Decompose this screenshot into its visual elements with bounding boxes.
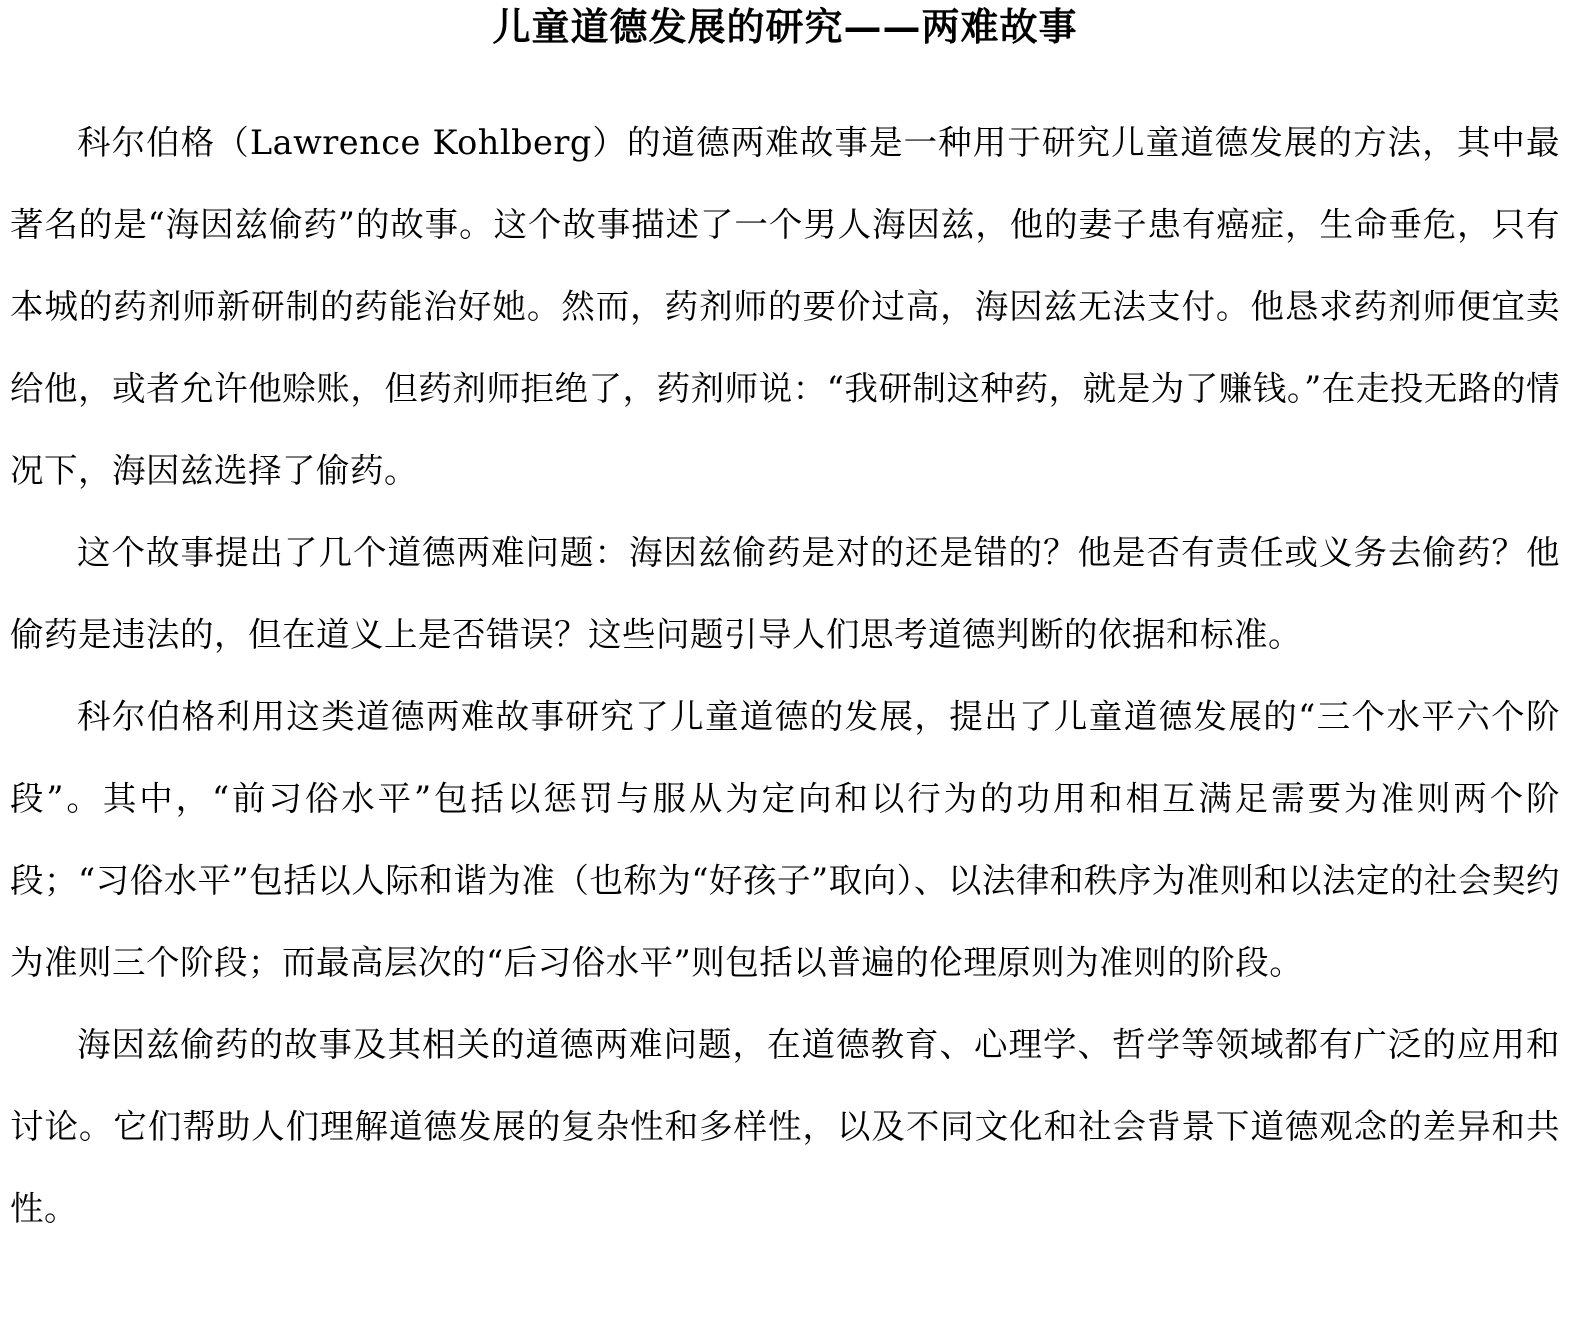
- document-title: 儿童道德发展的研究——两难故事: [492, 4, 1078, 49]
- paragraph-conclusion: 海因兹偷药的故事及其相关的道德两难问题，在道德教育、心理学、哲学等领域都有广泛的应用和讨论。它们帮助人们理解道德发展的复杂性和多样性，以及不同文化和社会背景下道德观念的差异和共性。: [10, 1025, 1560, 1228]
- paragraph-questions: 这个故事提出了几个道德两难问题：海因兹偷药是对的还是错的？他是否有责任或义务去偷药？他偷药是违法的，但在道义上是否错误？这些问题引导人们思考道德判断的依据和标准。: [10, 533, 1560, 654]
- paragraph-intro: 科尔伯格（Lawrence Kohlberg）的道德两难故事是一种用于研究儿童道德发展的方法，其中最著名的是“海因兹偷药”的故事。这个故事描述了一个男人海因兹，他的妻子患有癌症，生命垂危，只有本城的药剂师新研制的药能治好她。然而，药剂师的要价过高，海因兹无法支付。他恳求药剂师便宜卖给他，或者允许他赊账，但药剂师拒绝了，药剂师说：“我研制这种药，就是为了赚钱。”在走投无路的情况下，海因兹选择了偷药。: [10, 123, 1560, 490]
- document-body: [10, 102, 1560, 1250]
- paragraph-stages: 科尔伯格利用这类道德两难故事研究了儿童道德的发展，提出了儿童道德发展的“三个水平六个阶段”。其中，“前习俗水平”包括以惩罚与服从为定向和以行为的功用和相互满足需要为准则两个阶段；“习俗水平”包括以人际和谐为准（也称为“好孩子”取向）、以法律和秩序为准则和以法定的社会契约为准则三个阶段；而最高层次的“后习俗水平”则包括以普遍的伦理原则为准则的阶段。: [10, 697, 1560, 982]
- document-page: [10, 0, 1560, 1250]
